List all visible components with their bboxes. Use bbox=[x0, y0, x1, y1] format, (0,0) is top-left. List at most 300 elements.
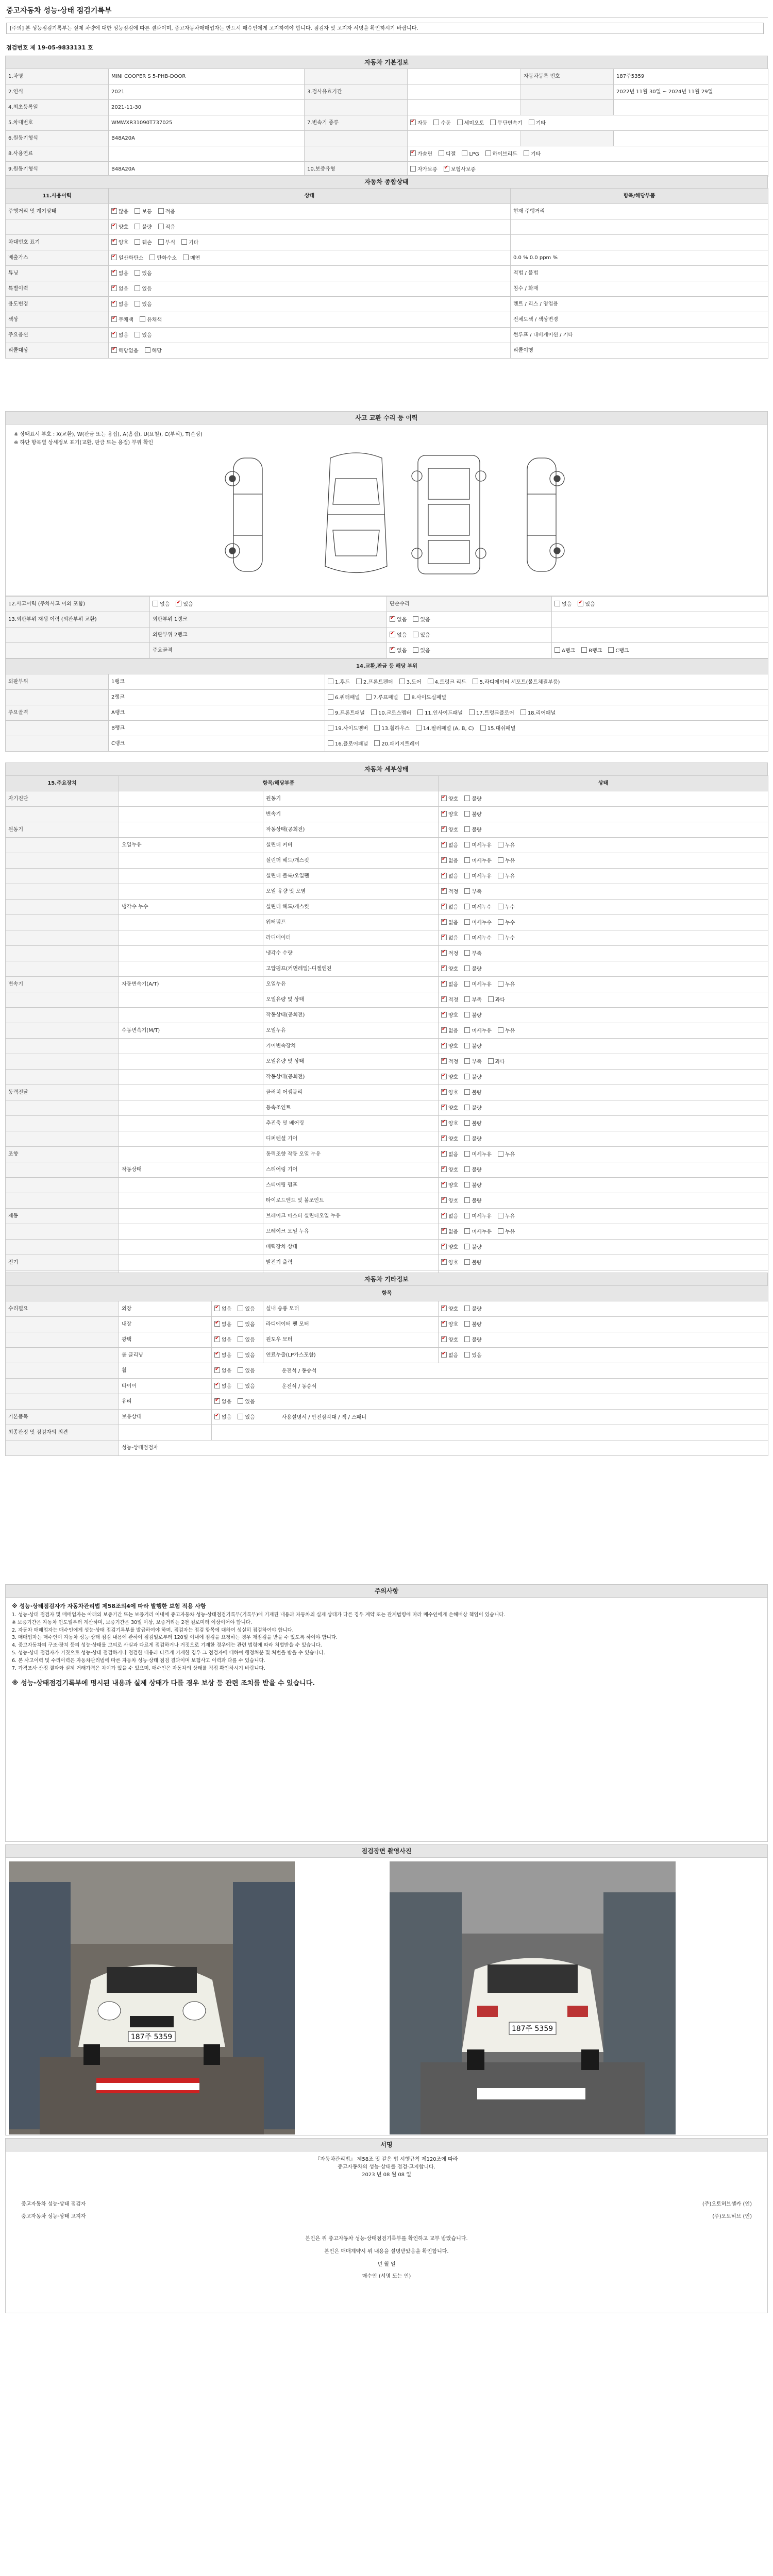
checkbox-option[interactable] bbox=[417, 710, 463, 716]
receive-date: 년 월 일 bbox=[377, 2262, 396, 2267]
checkbox-label: 없음 bbox=[448, 1028, 459, 1034]
checkbox-option[interactable] bbox=[441, 874, 458, 879]
checkbox-option[interactable] bbox=[441, 843, 458, 849]
checkbox-option[interactable] bbox=[111, 348, 139, 354]
buyer-sign: 매수인 (서명 또는 인) bbox=[362, 2274, 411, 2279]
table-row bbox=[6, 204, 768, 219]
row-value bbox=[614, 100, 768, 115]
table-row bbox=[6, 100, 768, 115]
checkbox-icon bbox=[498, 1027, 503, 1033]
checkbox-option[interactable] bbox=[374, 741, 419, 747]
checkbox-label: 불량 bbox=[472, 1043, 482, 1049]
checkbox-option[interactable] bbox=[441, 1028, 458, 1034]
checkbox-icon bbox=[441, 1197, 447, 1203]
caution-paragraph: 3. 매매업자는 매수인이 자동차 성능·상태 점검 내용에 관하여 점검일로부터 120일 이내에 점검을 요청하는 경우 재점검을 받을 수 있도록 하여야 합니다. bbox=[12, 1635, 338, 1641]
signature-line: 중고자동차의 성능·상태를 점검·고지합니다. bbox=[338, 2164, 435, 2170]
checkbox-option[interactable] bbox=[498, 843, 515, 849]
checkbox-option[interactable] bbox=[464, 936, 492, 941]
row-item: 작동상태(공회전) bbox=[263, 822, 439, 838]
autohub-banner-icon bbox=[477, 2088, 585, 2099]
checkbox-option[interactable] bbox=[464, 1167, 481, 1173]
checkbox-icon bbox=[214, 1321, 220, 1327]
checkbox-label: 있음 bbox=[245, 1383, 255, 1389]
options-cell bbox=[109, 312, 511, 328]
checkbox-option[interactable] bbox=[158, 240, 175, 246]
checkbox-option[interactable] bbox=[498, 874, 515, 879]
options-cell bbox=[439, 1255, 768, 1270]
checkbox-option[interactable] bbox=[581, 648, 602, 654]
checkbox-label: 매연 bbox=[190, 255, 200, 261]
checkbox-option[interactable] bbox=[214, 1368, 231, 1374]
caution-footer: ※ 성능·상태점검기록부에 명시된 내용과 실제 상태가 다를 경우 보상 등 관련 조치를 받을 수 있습니다. bbox=[12, 1679, 315, 1687]
row-item: 실린더 헤드/개스킷 bbox=[263, 853, 439, 869]
checkbox-icon bbox=[441, 1213, 447, 1218]
checkbox-option[interactable] bbox=[328, 726, 368, 732]
checkbox-icon bbox=[462, 150, 467, 156]
row-item: 작동상태(공회전) bbox=[263, 1070, 439, 1085]
checkbox-icon bbox=[441, 795, 447, 801]
checkbox-option[interactable] bbox=[441, 951, 458, 957]
checkbox-option[interactable] bbox=[464, 1044, 481, 1049]
table-row bbox=[6, 1162, 768, 1178]
checkbox-icon bbox=[441, 1043, 447, 1048]
table-row bbox=[6, 1394, 768, 1410]
row-sublabel: 외판부위 1랭크 bbox=[150, 612, 387, 628]
checkbox-label: 19.사이드멤버 bbox=[335, 725, 368, 732]
checkbox-label: 없음 bbox=[222, 1368, 232, 1374]
checkbox-label: B랭크 bbox=[589, 648, 602, 654]
checkbox-label: 양호 bbox=[448, 1012, 459, 1019]
checkbox-icon bbox=[390, 632, 395, 637]
checkbox-option[interactable] bbox=[441, 1260, 458, 1266]
checkbox-option[interactable] bbox=[520, 710, 556, 716]
checkbox-label: 누유 bbox=[505, 873, 515, 879]
checkbox-label: 양호 bbox=[448, 811, 459, 818]
checkbox-label: 기타 bbox=[535, 120, 546, 126]
checkbox-option[interactable] bbox=[488, 1059, 505, 1065]
checkbox-option[interactable] bbox=[390, 648, 407, 654]
checkbox-option[interactable] bbox=[111, 286, 128, 292]
checkbox-label: 없음 bbox=[562, 601, 572, 607]
table-row bbox=[6, 977, 768, 992]
checkbox-option[interactable] bbox=[413, 633, 430, 638]
checkbox-option[interactable] bbox=[410, 121, 427, 126]
checkbox-label: 5.라디에이터 서포트(볼트체결부품) bbox=[479, 679, 560, 685]
checkbox-option[interactable] bbox=[498, 936, 515, 941]
checkbox-option[interactable] bbox=[441, 982, 458, 988]
front-photo bbox=[9, 1861, 295, 2140]
row-label: 10.보증유형 bbox=[305, 162, 408, 177]
row-item: 브레이크 오일 누유 bbox=[263, 1224, 439, 1240]
checkbox-option[interactable] bbox=[464, 1198, 481, 1204]
options-cell bbox=[439, 992, 768, 1008]
checkbox-icon bbox=[441, 1058, 447, 1064]
table-row bbox=[6, 266, 768, 281]
checkbox-option[interactable] bbox=[464, 1260, 481, 1266]
checkbox-label: 양호 bbox=[448, 827, 459, 833]
section-title: 자동차 기타정보 bbox=[5, 1273, 768, 1285]
checkbox-option[interactable] bbox=[441, 1137, 458, 1142]
checkbox-option[interactable] bbox=[498, 982, 515, 988]
checkbox-option[interactable] bbox=[111, 317, 133, 323]
checkbox-option[interactable] bbox=[410, 151, 432, 157]
checkbox-label: 있음 bbox=[472, 1352, 482, 1359]
checkbox-option[interactable] bbox=[390, 633, 407, 638]
checkbox-option[interactable] bbox=[498, 905, 515, 910]
checkbox-label: 없음 bbox=[448, 935, 459, 941]
checkbox-option[interactable] bbox=[135, 271, 152, 277]
checkbox-option[interactable] bbox=[464, 1183, 481, 1189]
checkbox-label: 없음 bbox=[119, 286, 129, 292]
checkbox-icon bbox=[214, 1306, 220, 1311]
checkbox-option[interactable] bbox=[356, 680, 393, 685]
checkbox-option[interactable] bbox=[433, 121, 450, 126]
checkbox-option[interactable] bbox=[464, 796, 481, 802]
options-cell bbox=[212, 1363, 768, 1379]
checkbox-icon bbox=[469, 709, 475, 715]
checkbox-option[interactable] bbox=[554, 648, 575, 654]
checkbox-label: 없음 bbox=[448, 1213, 459, 1219]
row-label: 배출가스 bbox=[6, 250, 109, 266]
row-group bbox=[6, 915, 119, 930]
checkbox-label: 있음 bbox=[142, 286, 152, 292]
checkbox-option[interactable] bbox=[135, 240, 152, 246]
checkbox-option[interactable] bbox=[464, 1121, 481, 1127]
table-row bbox=[6, 297, 768, 312]
checkbox-option[interactable] bbox=[464, 1245, 481, 1250]
checkbox-option[interactable] bbox=[441, 920, 458, 926]
checkbox-option[interactable] bbox=[328, 741, 368, 747]
row-subgroup: 냉각수 누수 bbox=[119, 900, 263, 915]
checkbox-option[interactable] bbox=[441, 997, 458, 1003]
checkbox-option[interactable] bbox=[328, 695, 360, 701]
row-item: 동력조향 작동 오일 누유 bbox=[263, 1147, 439, 1162]
checkbox-option[interactable] bbox=[488, 997, 505, 1003]
checkbox-option[interactable] bbox=[498, 1214, 515, 1219]
checkbox-icon bbox=[464, 1244, 470, 1249]
checkbox-option[interactable] bbox=[366, 695, 398, 701]
checkbox-icon bbox=[404, 694, 410, 700]
checkbox-option[interactable] bbox=[214, 1322, 231, 1328]
checkbox-option[interactable] bbox=[498, 920, 515, 926]
checkbox-option[interactable] bbox=[439, 151, 456, 157]
summary-table bbox=[5, 188, 768, 359]
checkbox-option[interactable] bbox=[485, 151, 517, 157]
checkbox-option[interactable] bbox=[464, 1013, 481, 1019]
row-group bbox=[6, 900, 119, 915]
checkbox-option[interactable] bbox=[404, 695, 446, 701]
damage-parts-table bbox=[5, 658, 768, 752]
checkbox-option[interactable] bbox=[214, 1337, 231, 1343]
checkbox-option[interactable] bbox=[464, 982, 492, 988]
checkbox-option[interactable] bbox=[238, 1353, 255, 1359]
checkbox-option[interactable] bbox=[214, 1384, 231, 1389]
checkbox-option[interactable] bbox=[413, 617, 430, 623]
row-value: MINI COOPER S 5-PHB-DOOR bbox=[109, 69, 305, 84]
checkbox-label: 미세누수 bbox=[472, 935, 492, 941]
checkbox-option[interactable] bbox=[498, 1152, 515, 1158]
checkbox-option[interactable] bbox=[183, 256, 200, 261]
checkbox-icon bbox=[464, 981, 470, 987]
table-row bbox=[6, 1193, 768, 1209]
checkbox-option[interactable] bbox=[464, 1152, 492, 1158]
checkbox-icon bbox=[214, 1414, 220, 1419]
checkbox-option[interactable] bbox=[480, 726, 516, 732]
section-title: 점검장면 촬영사진 bbox=[6, 1845, 767, 1858]
checkbox-label: 양호 bbox=[448, 1321, 459, 1328]
checkbox-option[interactable] bbox=[441, 936, 458, 941]
checkbox-option[interactable] bbox=[441, 1245, 458, 1250]
checkbox-option[interactable] bbox=[578, 602, 595, 607]
checkbox-option[interactable] bbox=[238, 1399, 255, 1405]
checkbox-option[interactable] bbox=[498, 1028, 515, 1034]
damage-section-header bbox=[5, 411, 768, 424]
checkbox-option[interactable] bbox=[554, 602, 572, 607]
checkbox-option[interactable] bbox=[111, 209, 128, 215]
row-label bbox=[6, 721, 109, 736]
checkbox-option[interactable] bbox=[238, 1322, 255, 1328]
checkbox-icon bbox=[464, 1182, 470, 1188]
row-item: 배력장치 상태 bbox=[263, 1240, 439, 1255]
checkbox-option[interactable] bbox=[441, 1044, 458, 1049]
checkbox-icon bbox=[464, 1120, 470, 1126]
checkbox-option[interactable] bbox=[457, 121, 484, 126]
checkbox-option[interactable] bbox=[464, 1075, 481, 1080]
checkbox-option[interactable] bbox=[464, 889, 481, 895]
checkbox-option[interactable] bbox=[441, 1214, 458, 1219]
checkbox-option[interactable] bbox=[441, 1059, 458, 1065]
checkbox-option[interactable] bbox=[441, 858, 458, 864]
checkbox-label: 누수 bbox=[505, 920, 515, 926]
checkbox-option[interactable] bbox=[158, 225, 175, 230]
checkbox-option[interactable] bbox=[441, 827, 458, 833]
checkbox-option[interactable] bbox=[473, 680, 560, 685]
checkbox-icon bbox=[328, 740, 333, 746]
checkbox-option[interactable] bbox=[238, 1337, 255, 1343]
checkbox-option[interactable] bbox=[464, 1106, 481, 1111]
checkbox-label: 있음 bbox=[142, 332, 152, 338]
checkbox-option[interactable] bbox=[390, 617, 407, 623]
checkbox-option[interactable] bbox=[464, 1028, 492, 1034]
checkbox-option[interactable] bbox=[464, 1059, 481, 1065]
checkbox-icon bbox=[238, 1414, 243, 1419]
checkbox-label: 해당 bbox=[152, 348, 162, 354]
checkbox-option[interactable] bbox=[371, 710, 411, 716]
checkbox-option[interactable] bbox=[374, 726, 410, 732]
checkbox-option[interactable] bbox=[135, 333, 152, 338]
table-row bbox=[6, 1070, 768, 1085]
checkbox-icon bbox=[410, 166, 416, 172]
checkbox-option[interactable] bbox=[238, 1307, 255, 1312]
checkbox-icon bbox=[441, 919, 447, 925]
options-cell bbox=[439, 1147, 768, 1162]
checkbox-icon bbox=[441, 935, 447, 940]
checkbox-icon bbox=[488, 1058, 494, 1064]
checkbox-option[interactable] bbox=[238, 1384, 255, 1389]
checkbox-option[interactable] bbox=[413, 648, 430, 654]
checkbox-icon bbox=[441, 904, 447, 909]
table-row bbox=[6, 1085, 768, 1100]
checkbox-option[interactable] bbox=[238, 1368, 255, 1374]
checkbox-option[interactable] bbox=[441, 1229, 458, 1235]
checkbox-option[interactable] bbox=[464, 951, 481, 957]
checkbox-option[interactable] bbox=[441, 1167, 458, 1173]
checkbox-option[interactable] bbox=[135, 302, 152, 308]
checkbox-option[interactable] bbox=[441, 1090, 458, 1096]
checkbox-option[interactable] bbox=[111, 333, 128, 338]
checkbox-option[interactable] bbox=[176, 602, 193, 607]
checkbox-option[interactable] bbox=[464, 920, 492, 926]
checkbox-option[interactable] bbox=[149, 256, 177, 261]
checkbox-option[interactable] bbox=[464, 905, 492, 910]
checkbox-option[interactable] bbox=[464, 997, 481, 1003]
checkbox-option[interactable] bbox=[464, 812, 481, 818]
row-group bbox=[6, 1394, 119, 1410]
checkbox-option[interactable] bbox=[464, 1137, 481, 1142]
checkbox-option[interactable] bbox=[490, 121, 522, 126]
signature-date: 2023 년 08 월 08 일 bbox=[362, 2172, 411, 2178]
table-row bbox=[6, 1240, 768, 1255]
row-label: 12.사고이력 (주차사고 이외 포함) bbox=[6, 597, 150, 612]
checkbox-option[interactable] bbox=[524, 151, 541, 157]
checkbox-option[interactable] bbox=[111, 302, 128, 308]
checkbox-option[interactable] bbox=[498, 858, 515, 864]
row-subgroup bbox=[119, 1008, 263, 1023]
checkbox-option[interactable] bbox=[464, 1090, 481, 1096]
checkbox-icon bbox=[441, 950, 447, 956]
checkbox-option[interactable] bbox=[441, 812, 458, 818]
checkbox-option[interactable] bbox=[441, 1013, 458, 1019]
table-row bbox=[6, 1317, 768, 1332]
checkbox-label: 탄화수소 bbox=[157, 255, 177, 261]
checkbox-label: 있음 bbox=[420, 648, 430, 654]
checkbox-option[interactable] bbox=[214, 1307, 231, 1312]
row-item: 브레이크 마스터 실린더오일 누유 bbox=[263, 1209, 439, 1224]
checkbox-option[interactable] bbox=[153, 602, 170, 607]
checkbox-option[interactable] bbox=[464, 827, 481, 833]
checkbox-option[interactable] bbox=[111, 240, 128, 246]
checkbox-option[interactable] bbox=[444, 167, 476, 173]
row-group bbox=[6, 807, 119, 822]
checkbox-option[interactable] bbox=[135, 286, 152, 292]
checkbox-option[interactable] bbox=[111, 225, 128, 230]
checkbox-label: 1.후드 bbox=[335, 679, 350, 685]
checkbox-option[interactable] bbox=[428, 680, 466, 685]
checkbox-option[interactable] bbox=[462, 151, 479, 157]
checkbox-label: 적정 bbox=[448, 997, 459, 1003]
checkbox-option[interactable] bbox=[135, 225, 152, 230]
checkbox-option[interactable] bbox=[238, 1415, 255, 1420]
checkbox-option[interactable] bbox=[416, 726, 474, 732]
checkbox-label: 불량 bbox=[472, 1012, 482, 1019]
row-label: 용도변경 bbox=[6, 297, 109, 312]
checkbox-option[interactable] bbox=[181, 240, 198, 246]
checkbox-label: 불량 bbox=[472, 1167, 482, 1173]
checkbox-icon bbox=[464, 996, 470, 1002]
checkbox-option[interactable] bbox=[469, 710, 514, 716]
checkbox-option[interactable] bbox=[529, 121, 546, 126]
row-subgroup bbox=[119, 961, 263, 977]
checkbox-option[interactable] bbox=[498, 1229, 515, 1235]
checkbox-option[interactable] bbox=[608, 648, 629, 654]
col-header: 11.사용이력 bbox=[6, 189, 109, 204]
checkbox-option[interactable] bbox=[464, 967, 481, 972]
checkbox-option[interactable] bbox=[464, 874, 492, 879]
checkbox-option[interactable] bbox=[145, 348, 162, 354]
row-item: 디퍼렌셜 기어 bbox=[263, 1131, 439, 1147]
row-group bbox=[6, 1070, 119, 1085]
checkbox-label: 미세누유 bbox=[472, 1151, 492, 1158]
options-cell bbox=[109, 281, 511, 297]
checkbox-option[interactable] bbox=[328, 680, 350, 685]
checkbox-option[interactable] bbox=[111, 256, 143, 261]
checkbox-option[interactable] bbox=[464, 843, 492, 849]
checkbox-option[interactable] bbox=[214, 1415, 231, 1420]
row-value bbox=[109, 146, 305, 162]
checkbox-option[interactable] bbox=[441, 967, 458, 972]
row-value bbox=[408, 69, 521, 84]
checkbox-option[interactable] bbox=[441, 1121, 458, 1127]
checkbox-option[interactable] bbox=[441, 889, 458, 895]
row-label: 외판부위 bbox=[6, 674, 109, 690]
checkbox-option[interactable] bbox=[464, 858, 492, 864]
checkbox-label: 미세누유 bbox=[472, 981, 492, 988]
row-group bbox=[6, 1224, 119, 1240]
checkbox-icon bbox=[441, 1136, 447, 1141]
options-cell bbox=[439, 1054, 768, 1070]
checkbox-option[interactable] bbox=[158, 209, 175, 215]
row-subgroup bbox=[119, 1116, 263, 1131]
checkbox-option[interactable] bbox=[214, 1353, 231, 1359]
checkbox-icon bbox=[111, 255, 117, 260]
checkbox-label: 15.대쉬패널 bbox=[487, 725, 516, 732]
checkbox-option[interactable] bbox=[214, 1399, 231, 1405]
checkbox-label: 부족 bbox=[472, 997, 482, 1003]
options-cell bbox=[325, 674, 768, 690]
checkbox-option[interactable] bbox=[441, 1106, 458, 1111]
checkbox-label: 누유 bbox=[505, 1229, 515, 1235]
checkbox-option[interactable] bbox=[441, 1183, 458, 1189]
checkbox-option[interactable] bbox=[441, 1075, 458, 1080]
checkbox-label: LPG bbox=[469, 151, 479, 157]
options-cell bbox=[439, 853, 768, 869]
checkbox-option[interactable] bbox=[464, 1214, 492, 1219]
options-cell bbox=[439, 884, 768, 900]
checkbox-option[interactable] bbox=[441, 1152, 458, 1158]
checkbox-icon bbox=[498, 904, 503, 909]
checkbox-option[interactable] bbox=[399, 680, 422, 685]
checkbox-label: 양호 bbox=[448, 1136, 459, 1142]
checkbox-option[interactable] bbox=[441, 796, 458, 802]
checkbox-option[interactable] bbox=[464, 1229, 492, 1235]
checkbox-icon bbox=[464, 873, 470, 878]
checkbox-icon bbox=[498, 919, 503, 925]
checkbox-option[interactable] bbox=[135, 209, 152, 215]
row-group bbox=[6, 1332, 119, 1348]
options-cell bbox=[325, 690, 768, 705]
checkbox-option[interactable] bbox=[441, 1198, 458, 1204]
checkbox-option[interactable] bbox=[410, 167, 438, 173]
row-subgroup: 오일누유 bbox=[119, 838, 263, 853]
row-subgroup: 자동변속기(A/T) bbox=[119, 977, 263, 992]
checkbox-option[interactable] bbox=[111, 271, 128, 277]
checkbox-option[interactable] bbox=[140, 317, 162, 323]
checkbox-option[interactable] bbox=[441, 905, 458, 910]
checkbox-label: 13.휠하우스 bbox=[381, 725, 410, 732]
checkbox-label: 보통 bbox=[142, 209, 152, 215]
checkbox-icon bbox=[464, 950, 470, 956]
checkbox-option[interactable] bbox=[328, 710, 365, 716]
